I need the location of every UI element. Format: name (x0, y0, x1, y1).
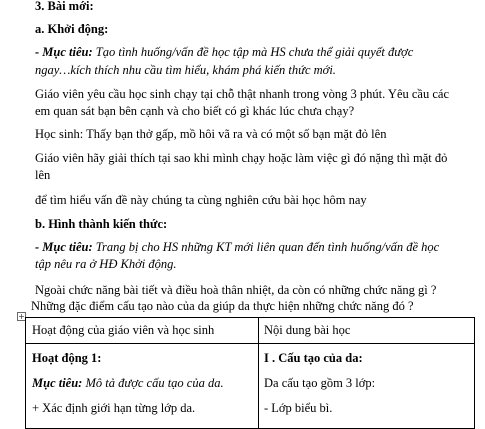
table-move-handle-icon[interactable]: + (18, 312, 25, 321)
header-divider (26, 343, 474, 344)
paragraph-teacher-request-2: em quan sát bạn bên cạnh và cho biết có gì khác lúc chưa chạy? (35, 104, 355, 118)
goal-label: - Mục tiêu: (35, 45, 93, 59)
header-left: Hoạt động của giáo viên và học sinh (32, 323, 215, 337)
paragraph-teacher-explain-2: lên (35, 168, 51, 182)
section-a-title: a. Khởi động: (35, 22, 109, 36)
section-b-goal-cont: tập nêu ra ở HĐ Khởi động. (35, 257, 177, 271)
row-goal (32, 376, 224, 391)
row-content-title: I . Cấu tạo của da: (264, 351, 363, 365)
goal-text: Mô tả được cấu tạo của da. (82, 376, 224, 390)
goal-text: Trang bị cho HS những KT mới liên quan đến tình huống/vấn đề học (92, 240, 440, 254)
paragraph-teacher-explain-1: Giáo viên hãy giải thích tại sao khi mình chạy hoặc làm việc gì đó nặng thì mặt đỏ (35, 151, 448, 165)
paragraph-intro: để tìm hiểu vấn đề này chúng ta cùng nghiên cứu bài học hôm nay (35, 193, 367, 207)
row-task: + Xác định giới hạn từng lớp da. (32, 401, 196, 415)
goal-label: - Mục tiêu: (35, 240, 93, 254)
column-divider (258, 318, 259, 428)
goal-label: Mục tiêu: (32, 376, 83, 390)
section-a-goal (35, 45, 479, 60)
header-right: Nội dung bài học (264, 323, 351, 337)
question-line-1: Ngoài chức năng bài tiết và điều hoà thân nhiệt, da còn có những chức năng gì ? (35, 283, 437, 297)
row-layer: - Lớp biểu bì. (264, 401, 333, 415)
goal-text: Tạo tình huống/vấn đề học tập mà HS chưa thể giải quyết được (92, 45, 414, 59)
row-activity-title: Hoạt động 1: (32, 351, 102, 365)
section-b-goal (35, 240, 479, 255)
section-b-title: b. Hình thành kiến thức: (35, 217, 168, 231)
question-line-2: Những đặc điểm cấu tạo nào của da giúp da thực hiện những chức năng đó ? (31, 299, 414, 313)
row-structure: Da cấu tạo gồm 3 lớp: (264, 376, 376, 390)
paragraph-teacher-request-1: Giáo viên yêu cầu học sinh chạy tại chỗ thật nhanh trong vòng 3 phút. Yêu cầu các (35, 87, 449, 101)
lesson-table (25, 317, 475, 429)
section-a-goal-cont: ngay…kích thích nhu cầu tìm hiểu, khám phá kiến thức mới. (35, 63, 336, 77)
section-heading: 3. Bài mới: (35, 0, 94, 13)
paragraph-student-answer: Học sinh: Thấy bạn thở gấp, mồ hôi vã ra và có một số bạn mặt đỏ lên (35, 127, 387, 141)
